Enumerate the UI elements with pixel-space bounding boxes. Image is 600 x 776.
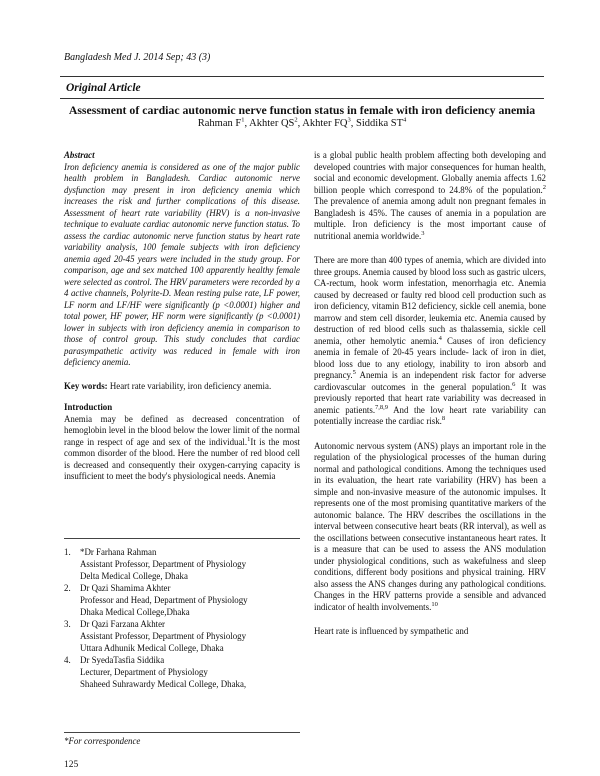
keywords (64, 381, 300, 393)
author-name: Akhter QS (249, 118, 295, 129)
affiliation-line: Lecturer, Department of Physiology (80, 667, 208, 677)
affiliation-line: Dr Qazi Shamima Akhter (80, 583, 171, 593)
affiliation-line: Shaheed Suhrawardy Medical College, Dhaka, (80, 679, 247, 689)
abstract-body: Iron deficiency anemia is considered as one of the major public health problem in Bangladesh. Cardiac autonomic nerve dysfunction may present in iron deficiency anemia which increases the risk and further complications of this disease. Assessment of heart rate variability (HRV) is a non-invasive technique to evaluate cardiac autonomic nerve function status. To assess the cardiac autonomic nerve function status by heart rate variability analysis, 100 female subjects with iron deficiency anemia aged 20-45 years were included in the study group. For comparison, age and sex matched 100 apparently healthy female were selected as control. The HRV parameters were recorded by a 4 active channels, Polyrite-D. Mean resting pulse rate, LF power, LF norm and LF/HF were significantly (p <0.0001) higher and total power, HF power, HF norm were significantly (p <0.0001) lower in subjects with iron deficiency anemia in comparison to those of control group. This study concludes that cardiac parasympathetic activity was reduced in female with iron deficiency anemia. (64, 161, 300, 367)
affiliation-number: 2. (64, 583, 71, 593)
author-affiliation-mark: 3 (347, 116, 351, 124)
citation-mark: 10 (431, 600, 438, 608)
author-affiliations (64, 546, 300, 690)
affiliation-number: 4. (64, 655, 71, 665)
keywords-label: Key words: (64, 380, 108, 391)
section-label: Original Article (66, 82, 141, 94)
affiliation-line: Dr Qazi Farzana Akhter (80, 619, 166, 629)
intro-text: Autonomic nervous system (ANS) plays an important role in the regulation of the physiological processes of the human during normal and pathological conditions. Among the techniques used in its evaluation, the heart rate variability (HRV) has been a simple and non-invasive measure of the autonomic impulses. It represents one of the most promising quantitative markers of the autonomic balance. The HRV describes the oscillations in the interval between consecutive heart beats (RR interval), as well as the oscillations between consecutive instantaneous heart rates. It is a measure that can be used to assess the ANS modulation under physiological conditions, such as wakefulness and sleep conditions, different body positions and physical training. HRV also assess the ANS changes during any pathological conditions. Changes in the HRV patterns provide a sensible and advanced indicator of health involvements. (314, 440, 546, 612)
citation-mark: 4 (438, 334, 442, 342)
author-separator: , (244, 118, 250, 129)
right-column (314, 150, 546, 638)
abstract-heading: Abstract (64, 150, 95, 160)
keywords-text: Heart rate variability, iron deficiency anemia. (109, 380, 272, 391)
section-rule (60, 98, 544, 99)
left-column (64, 150, 300, 483)
affiliation-line: Delta Medical College, Dhaka (80, 571, 188, 581)
intro-text: There are more than 400 types of anemia, which are divided into three groups. Anemia caused by blood loss such as gastric ulcers, CA-rectum, hook worm infestation, menorrhagia etc. Anemia caused by decreased or faulty red blood cell production such as iron deficiency, vitamin B12 deficiency, sickle cell anemia, bone marrow and stem cell disorder, leukemia etc. Anemia caused by destruction of red blood cells such as thalassemia, sickle cell anemia, other hemolytic anemia. (314, 255, 546, 346)
citation-mark: 7,8,9 (375, 403, 389, 411)
page-number: 125 (64, 760, 79, 770)
affiliation-item (64, 654, 300, 690)
correspondence-rule (64, 732, 300, 733)
citation-mark: 6 (512, 380, 516, 388)
footnote-rule (64, 538, 300, 539)
introduction-heading: Introduction (64, 402, 113, 412)
affiliation-line: *Dr Farhana Rahman (80, 547, 157, 557)
article-title: Assessment of cardiac autonomic nerve function status in female with iron deficiency anemia (68, 103, 536, 117)
affiliation-line: Dr SyedaTasfia Siddika (80, 655, 165, 665)
citation-mark: 1 (247, 435, 251, 443)
intro-paragraph-2 (314, 255, 546, 428)
affiliation-item (64, 546, 300, 582)
affiliation-line: Professor and Head, Department of Physiology (80, 595, 248, 605)
affiliation-number: 3. (64, 619, 71, 629)
affiliation-line: Assistant Professor, Department of Physiology (80, 631, 247, 641)
correspondence-note: *For correspondence (64, 736, 141, 746)
author-separator: , (350, 118, 357, 129)
intro-paragraph-1-continued (314, 150, 546, 242)
affiliation-line: Assistant Professor, Department of Physiology (80, 559, 247, 569)
author-separator: , (297, 118, 303, 129)
intro-text: And the low heart rate variability can potentially increase the cardiac risk. (314, 404, 546, 426)
intro-text: is a global public health problem affecting both developing and developed countries with major consequences for human health, social and economic development. Globally anemia affects 1.62 billion people which correspond to 24.8% of the population. (314, 150, 546, 195)
intro-text: It was previously reported that heart rate variability was decreased in anemic patients. (314, 381, 546, 415)
intro-text: The prevalence of anemia among adult non pregnant females in Bangladesh is 45%. The causes of anemia in a population are multiple. Iron deficiency is the most important cause of nutritional anemia worldwide. (314, 196, 546, 241)
intro-paragraph-4: Heart rate is influenced by sympathetic and (314, 626, 469, 636)
intro-text: Anemia is an independent risk factor for adverse cardiovascular outcomes in the general population. (314, 370, 546, 392)
journal-citation: Bangladesh Med J. 2014 Sep; 43 (3) (64, 52, 211, 63)
citation-mark: 3 (421, 229, 425, 237)
affiliation-item (64, 618, 300, 654)
intro-text: It is the most common disorder of the blood. Here the number of red blood cell is decreased and consequently their oxygen-carrying capacity is insufficient to meet the body's physiological needs. Anemia (64, 436, 300, 481)
intro-paragraph-3 (314, 441, 546, 614)
intro-text: Causes of iron deficiency anemia in female of 20-45 years include- lack of iron in diet, blood loss due to any etiology, inability to iron absorb and pregnancy. (314, 335, 546, 380)
affiliation-number: 1. (64, 547, 71, 557)
author-affiliation-mark: 2 (294, 116, 298, 124)
header-rule (60, 76, 544, 77)
author-affiliation-mark: 4 (402, 116, 407, 124)
author-name: Siddika ST (356, 118, 403, 129)
citation-mark: 8 (441, 415, 446, 423)
citation-mark: 2 (542, 183, 546, 191)
affiliation-line: Dhaka Medical College,Dhaka (80, 607, 190, 617)
affiliation-line: Uttara Adhunik Medical College, Dhaka (80, 643, 224, 653)
intro-paragraph-1 (64, 414, 300, 483)
author-affiliation-mark: 1 (241, 116, 245, 124)
intro-text: Anemia may be defined as decreased concentration of hemoglobin level in the blood below the lower limit of the normal range in respect of age and sex of the individual. (64, 413, 300, 447)
citation-mark: 5 (352, 369, 356, 377)
affiliation-item (64, 582, 300, 618)
author-list (60, 117, 544, 131)
author-name: Akhter FQ (302, 118, 348, 129)
author-name: Rahman F (197, 118, 242, 129)
